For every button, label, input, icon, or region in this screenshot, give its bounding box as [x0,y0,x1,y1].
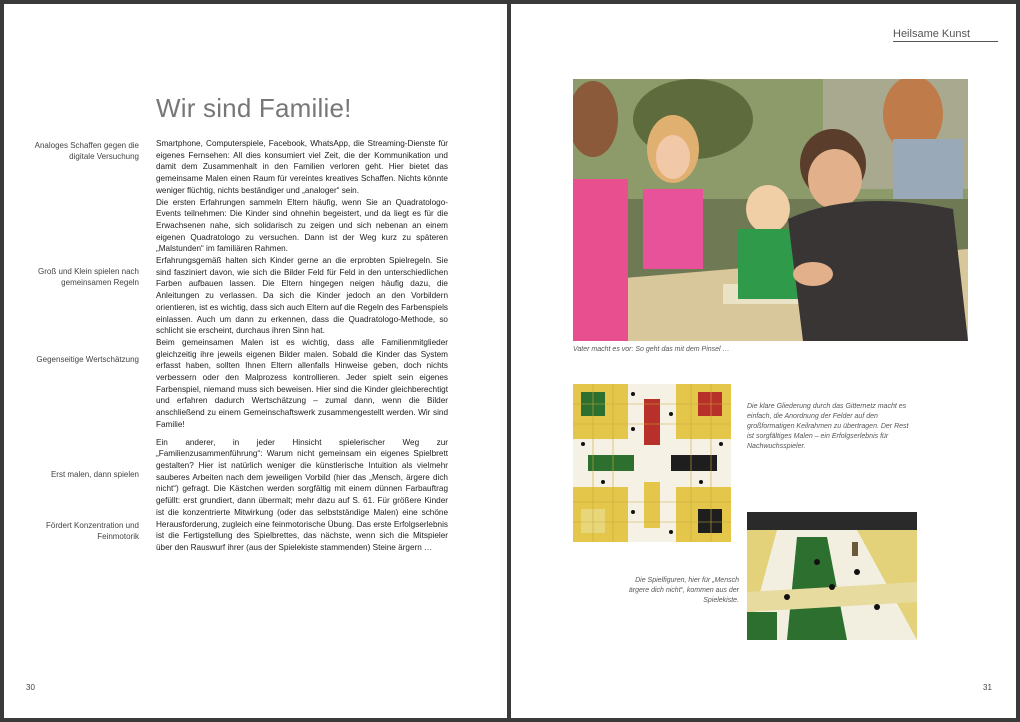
caption-photo1: Vater macht es vor: So geht das mit dem Pinsel … [573,346,730,353]
right-page [511,4,1016,718]
paragraph: Ein anderer, in jeder Hinsicht spielerischer Weg zur „Familienzusammenführung“: Warum nicht gemeinsam ein eigenes Spielbrett gestalten? Hier ist natürlich weniger die künstlerische Intuition als vielmehr sauberes Arbeiten nach dem jeweiligen Vorbild (hier das „Mensch, ärgere dich nicht“) gefragt. Die Kästchen werden sorgfältig mit einem dünnen Farbauftrag gefüllt: erst grundiert, dann übermalt; mehr dazu auf S. 61. Für größere Kinder ist die konzentrierte Mitwirkung (oder das selbstständige Malen) eine schöne Herausforderung, zugleich eine feinmotorische Übung. Das erste Erfolgserlebnis ist die Fertigstellung des Spielbrettes, das nächste, wenn sich die Mitspieler über den Rauswurf ihrer (aus der Spielekiste stammenden) Steine ärgern … [156,437,448,552]
caption-board: Die klare Gliederung durch das Gitternetz macht es einfach, die Anordnung der Felder auf den großformatigen Keilrahmen zu übertragen. Der Rest ist sorgfältiges Malen – ein Erfolgserlebnis für Nachwuchsspieler. [747,403,909,450]
body-text [156,138,448,554]
sidenote-wertschaetzung: Gegenseitige Wertschätzung [36,355,139,364]
running-header: Heilsame Kunst [893,28,971,40]
caption-figures: Die Spielfiguren, hier für „Mensch ärgere dich nicht“, kommen aus der Spielekiste. [628,577,739,604]
page-number: 30 [26,683,35,692]
page-title: Wir sind Familie! [156,93,352,123]
sidenote-regeln: Groß und Klein spielen nach gemeinsamen Regeln [38,267,139,287]
sidenote-malen: Erst malen, dann spielen [50,470,139,479]
game-figures-photo [747,512,917,640]
game-board-photo [573,384,731,542]
paragraph: Smartphone, Computerspiele, Facebook, WhatsApp, die Streaming-Dienste für eigenes Fernsehen: All dies konsumiert viel Zeit, die der Kommunikation und damit dem Zusammenhalt in den Familien verloren geht. Hier bietet das gemeinsame Malen einen Raum für vereintes kreatives Schaffen. Nichts könnte weniger flüchtig, nichts beständiger und „analoger“ sein. [156,139,448,195]
family-painting-photo [573,79,968,341]
paragraph: Die ersten Erfahrungen sammeln Eltern häufig, wenn Sie an Quadratologo-Events teilnehmen: Die Kinder sind ohnehin begeistert, und da liegt es für die Erwachsenen nahe, sich solidarisch zu zeigen und sich nebenan an einem eigenen Quadratologo zu versuchen. Dann ist der Weg kurz zu späteren „Malstunden“ im familiären Rahmen. [156,197,448,254]
paragraph: Erfahrungsgemäß halten sich Kinder gerne an die erprobten Spielregeln. Sie sind fasziniert davon, wie sich die Bilder Feld für Feld in den unterschiedlichen Farben aufbauen lassen. Die Eltern hingegen neigen häufig dazu, die Anleitungen zu verlassen. Da sich die Kinder jedoch an den Vorbildern orientieren, ist es wichtig, dass sich auch Eltern auf die Regeln des Farbenspiels einlassen. Auch um dann zu erkennen, dass die Quadratologo-Methode, so schlicht sie erscheint, durchaus ihren Sinn hat. [156,256,448,336]
header-rule [893,41,998,42]
sidenote-analog: Analoges Schaffen gegen die digitale Versuchung [34,141,139,161]
sidenote-konzentration: Fördert Konzentration und Feinmotorik [46,521,139,541]
paragraph: Beim gemeinsamen Malen ist es wichtig, dass alle Familienmitglieder gleichzeitig ihre jeweils eigenen Bilder malen. Sobald die Kinder das System erfasst haben, sollten Ihnen Eltern allenfalls Hinweise geben, doch nichts verbessern oder den Malprozess kontrollieren. Jeder spielt sein eigenes Farbenspiel, niemand muss sich beweisen. Hier sind die Kinder gleichberechtigt und erfahren dadurch Wertschätzung – zumal dann, wenn die Bilder anschließend zu einem Gemeinschaftswerk zusammengestellt werden. Wir sind Familie! [156,337,448,429]
page-number: 31 [983,683,992,692]
left-page [4,4,507,718]
